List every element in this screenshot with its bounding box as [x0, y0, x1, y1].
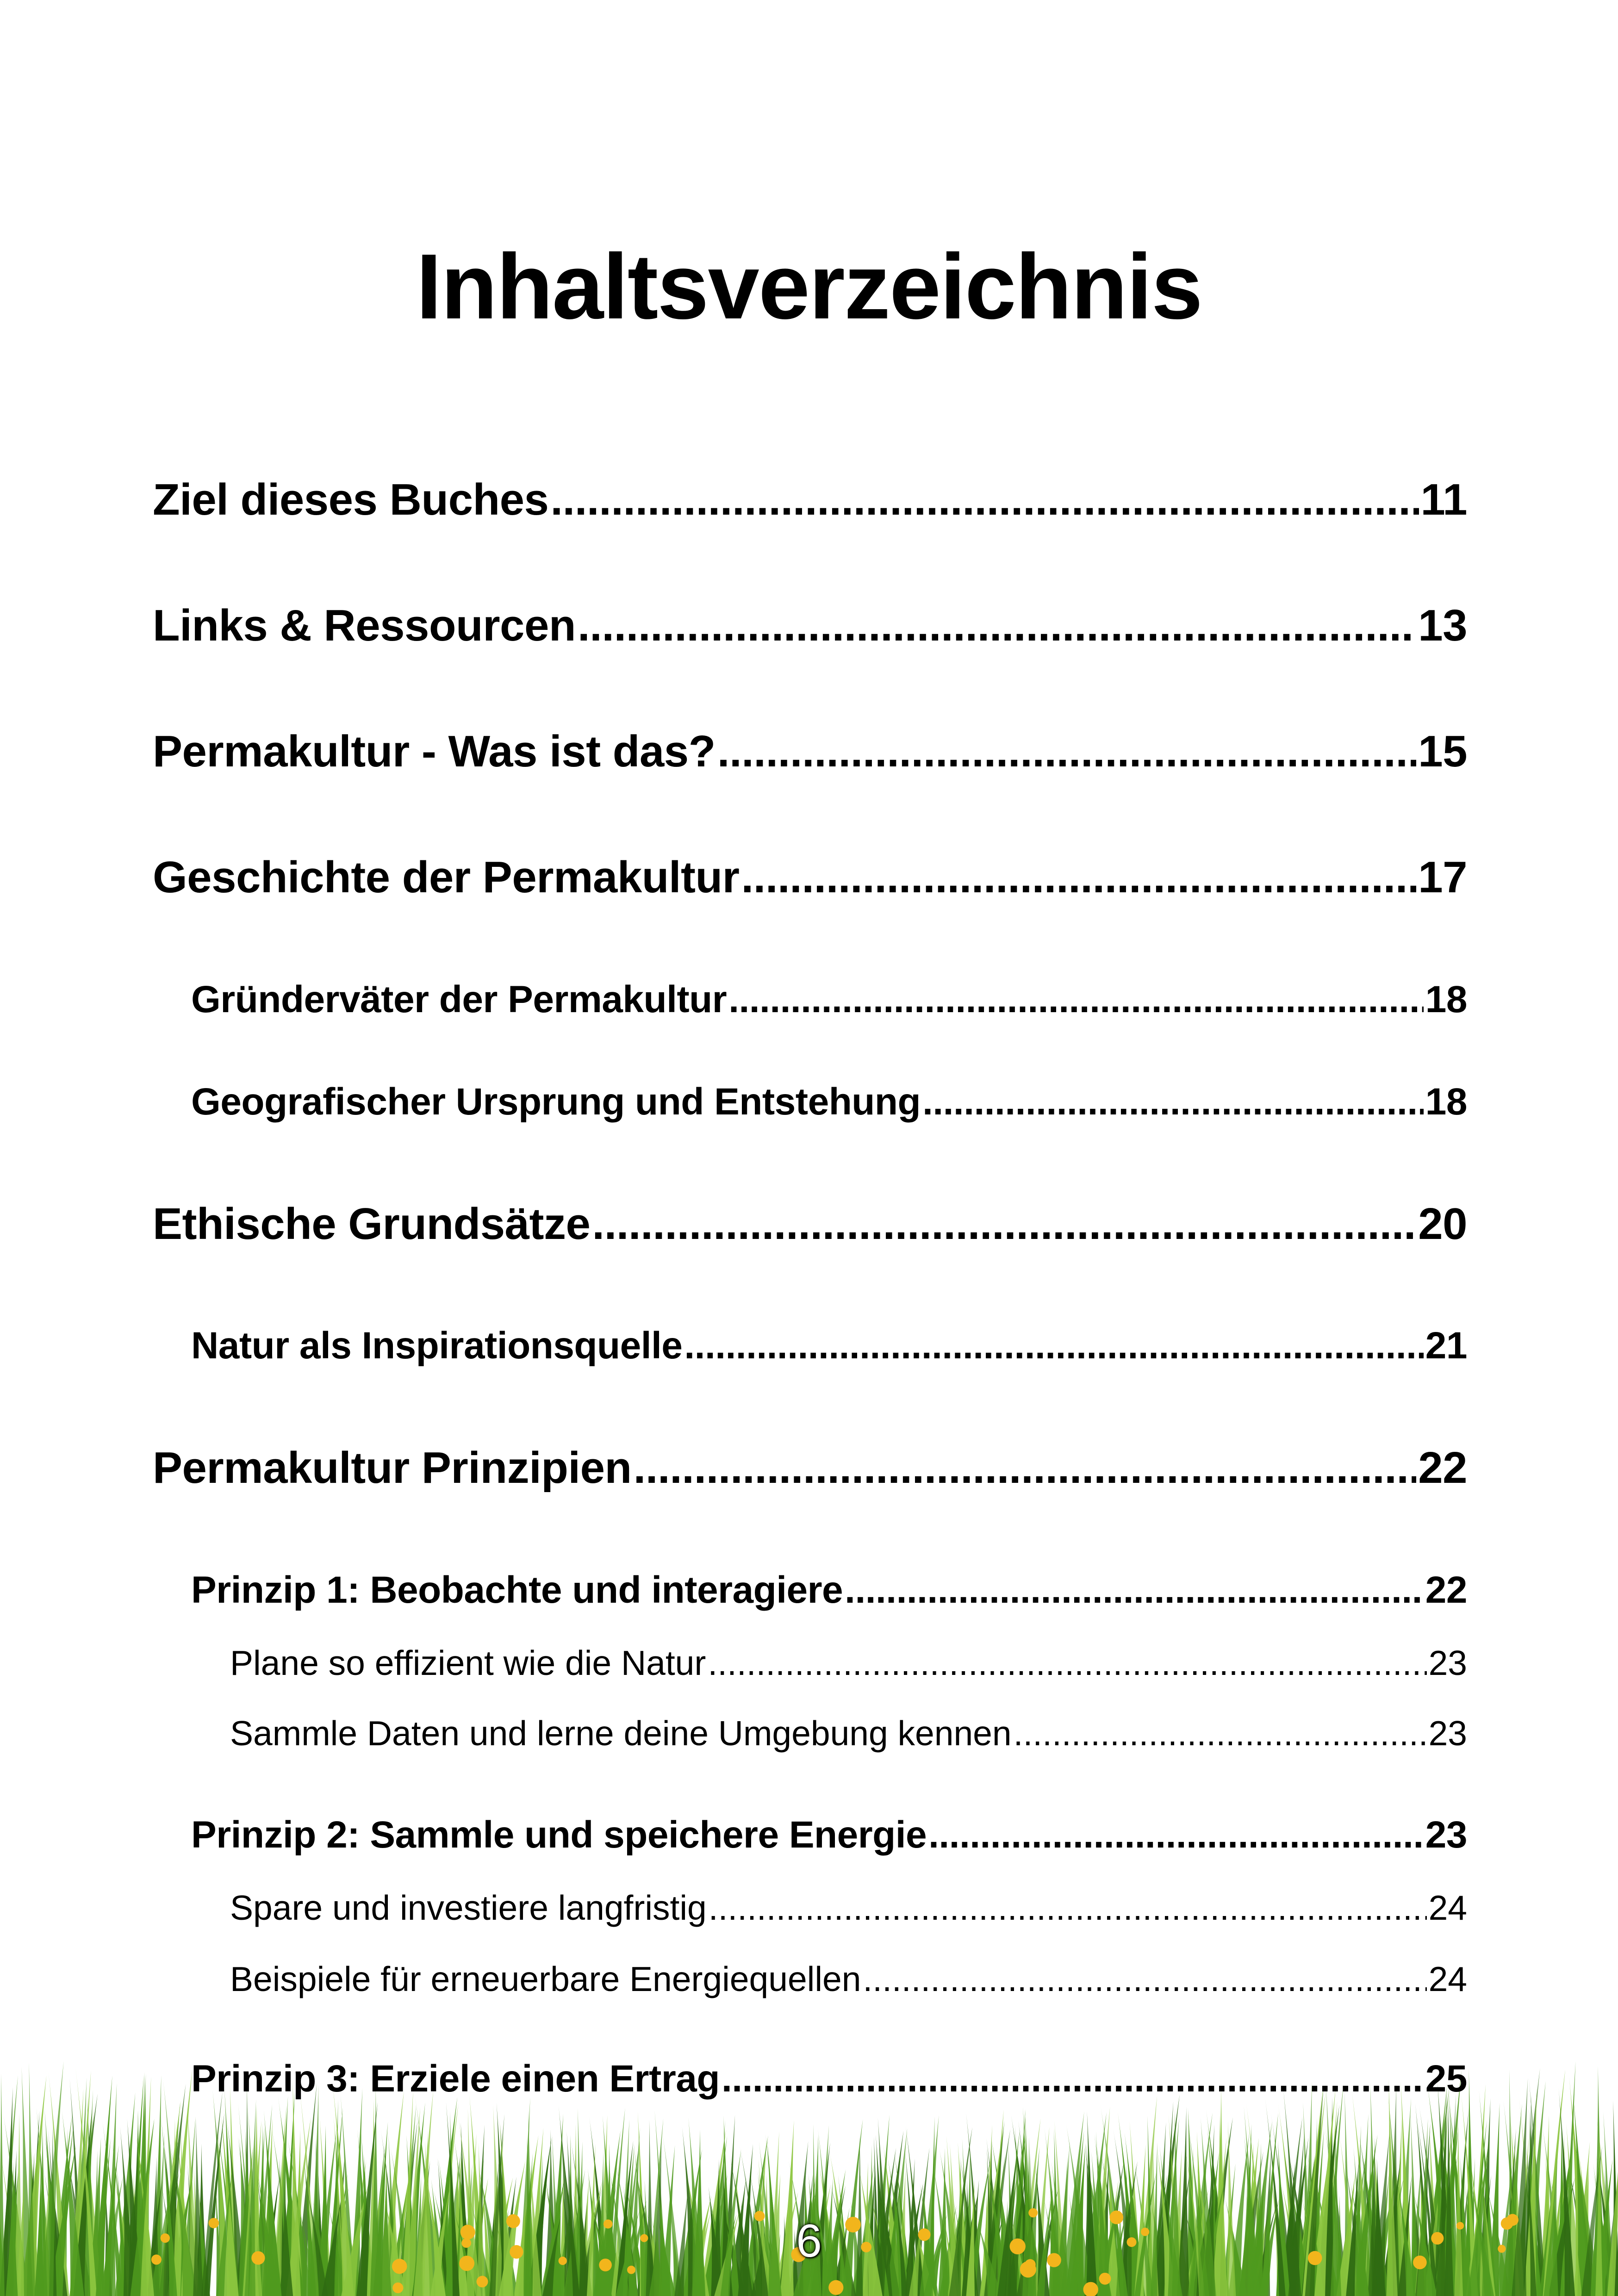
toc-entry-page: 17 [1418, 852, 1467, 902]
toc-entry-page: 21 [1425, 1325, 1467, 1367]
toc-entry[interactable] [153, 600, 1467, 651]
dot-leader [717, 726, 1416, 777]
toc-entry-page: 25 [1425, 2058, 1467, 2100]
dot-leader [708, 1643, 1426, 1683]
toc-entry[interactable] [230, 1713, 1467, 1753]
toc-entry-label: Sammle Daten und lerne deine Umgebung kennen [230, 1714, 1012, 1753]
toc-entry-label: Permakultur Prinzipien [153, 1443, 632, 1493]
toc-entry-page: 18 [1425, 1081, 1467, 1123]
toc-entry-label: Geschichte der Permakultur [153, 852, 740, 902]
toc-entry[interactable] [153, 852, 1467, 903]
toc-entry-label: Beispiele für erneuerbare Energiequellen [230, 1960, 861, 1998]
toc-entry-page: 23 [1428, 1714, 1467, 1753]
toc-entry-label: Spare und investiere langfristig [230, 1888, 707, 1927]
toc-entry-label: Links & Ressourcen [153, 601, 576, 650]
toc-entry-label: Prinzip 2: Sammle und speichere Energie [191, 1814, 927, 1856]
toc-entry-page: 18 [1425, 978, 1467, 1020]
dot-leader [578, 600, 1416, 651]
dot-leader [728, 978, 1424, 1021]
dot-leader [741, 852, 1416, 903]
page-title: Inhaltsverzeichnis [416, 235, 1202, 338]
toc-entry[interactable] [191, 978, 1467, 1021]
toc-entry[interactable] [230, 1643, 1467, 1683]
dot-leader [722, 2057, 1424, 2101]
toc-entry-page: 20 [1418, 1199, 1467, 1249]
toc-entry-page: 24 [1428, 1888, 1467, 1927]
toc-entry-page: 11 [1420, 475, 1467, 524]
dot-leader [634, 1443, 1417, 1493]
dot-leader [863, 1959, 1426, 1999]
toc-entry[interactable] [153, 726, 1467, 777]
toc-entry-page: 22 [1425, 1569, 1467, 1611]
toc-entry-label: Gründerväter der Permakultur [191, 978, 727, 1020]
dot-leader [845, 1568, 1424, 1612]
toc-entry-label: Geografischer Ursprung und Entstehung [191, 1081, 921, 1123]
page-number: 6 [796, 2215, 822, 2267]
toc-entry-label: Prinzip 3: Erziele einen Ertrag [191, 2058, 720, 2100]
toc-entry-page: 13 [1418, 601, 1467, 650]
toc-entry-label: Ethische Grundsätze [153, 1199, 591, 1249]
toc-entry[interactable] [153, 474, 1467, 525]
toc-entry[interactable] [191, 1813, 1467, 1857]
toc-entry-label: Prinzip 1: Beobachte und interagiere [191, 1569, 843, 1611]
dot-leader [922, 1080, 1424, 1124]
toc-entry[interactable] [153, 1443, 1467, 1493]
toc-entry-page: 23 [1425, 1814, 1467, 1856]
toc-entry-page: 15 [1418, 727, 1467, 776]
dot-leader [684, 1324, 1423, 1368]
toc-entry-label: Natur als Inspirationsquelle [191, 1325, 683, 1367]
toc-entry-label: Plane so effizient wie die Natur [230, 1643, 706, 1682]
toc-entry-page: 22 [1418, 1443, 1467, 1493]
toc-entry[interactable] [153, 1199, 1467, 1250]
toc-entry[interactable] [191, 1080, 1467, 1124]
dot-leader [592, 1199, 1416, 1250]
toc-entry-label: Permakultur - Was ist das? [153, 727, 716, 776]
dot-leader [709, 1888, 1427, 1928]
dot-leader [1014, 1713, 1427, 1753]
toc-entry[interactable] [230, 1888, 1467, 1928]
dot-leader [550, 474, 1419, 525]
toc-entry[interactable] [230, 1959, 1467, 1999]
toc-entry[interactable] [191, 1568, 1467, 1612]
toc-entry[interactable] [191, 1324, 1467, 1368]
dot-leader [928, 1813, 1424, 1857]
toc-entry-page: 23 [1428, 1643, 1467, 1682]
toc-entry[interactable] [191, 2057, 1467, 2101]
toc-entry-label: Ziel dieses Buches [153, 475, 549, 524]
toc-entry-page: 24 [1428, 1960, 1467, 1998]
